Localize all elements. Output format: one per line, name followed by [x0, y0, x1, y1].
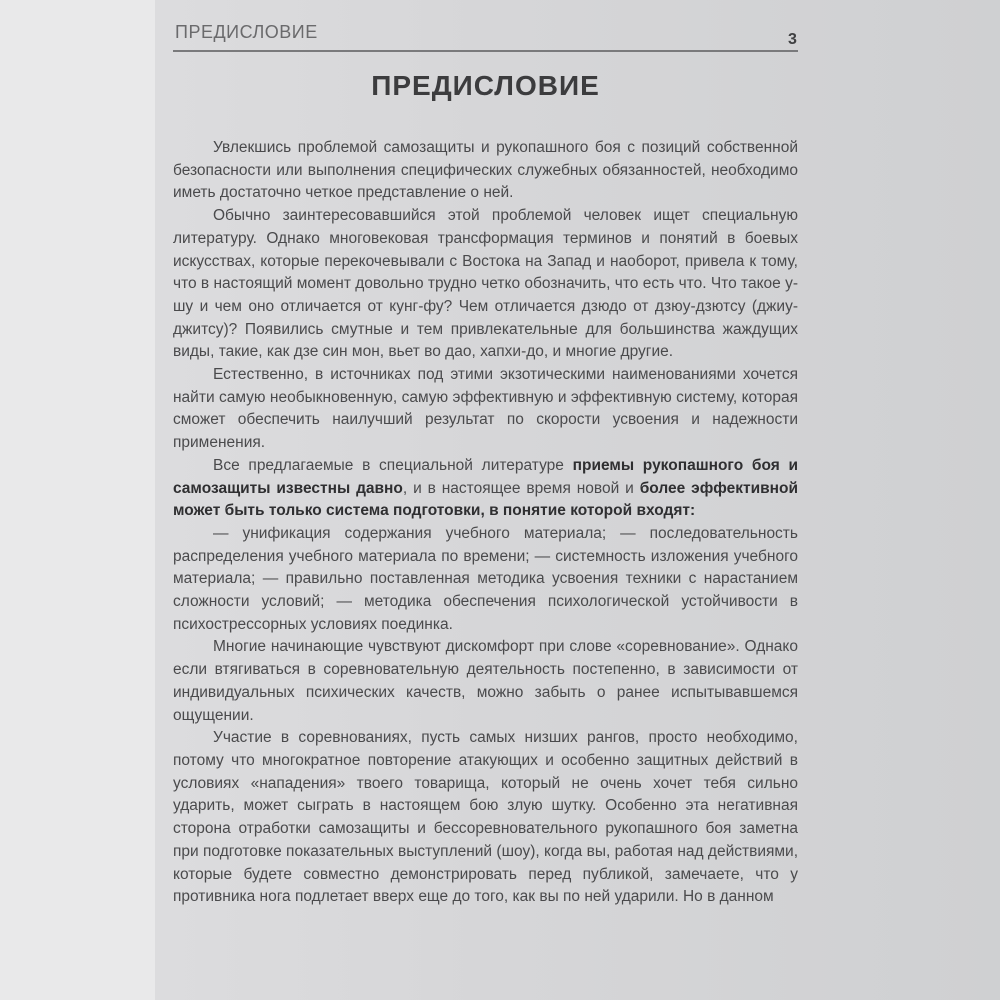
paragraph-2: Обычно заинтересовавшийся этой проблемой человек ищет специальную литературу. Однако многовековая трансформация терминов и понятий в боевых искусствах, которые перекочевывали с Востока на Запад и наоборот, привела к тому, что в настоящий момент довольно трудно четко обозначить, что есть что. Что такое у-шу и чем оно отличается от кунг-фу? Чем отличается дзюдо от дзюу-дзютсу (джиу-джитсу)? Появились смутные и тем привлекательные для большинства жаждущих виды, такие, как дзе син мон, вьет во дао, хапхи-до, и многие другие. — [173, 207, 798, 361]
paragraph-4-text-a: Все предлагаемые в специальной литературе — [213, 456, 573, 474]
paragraph-4 — [173, 455, 798, 523]
paragraph-3: Естественно, в источниках под этими экзотическими наименованиями хочется найти самую необыкновенную, самую эффективную и эффективную систему, которая сможет обеспечить наилучший результат по скорости усвоения и надежности применения. — [173, 366, 798, 452]
running-head — [175, 22, 795, 46]
paragraph-1: Увлекшись проблемой самозащиты и рукопашного боя с позиций собственной безопасности или выполнения специфических служебных обязанностей, необходимо иметь достаточно четкое представление о ней. — [173, 139, 798, 202]
page-number: 3 — [788, 31, 797, 48]
chapter-title: ПРЕДИСЛОВИЕ — [371, 70, 600, 101]
header-rule — [173, 50, 798, 52]
book-page — [155, 0, 1000, 1000]
paragraph-5: — унификация содержания учебного материала; — последовательность распределения учебного материала по времени; — системность изложения учебного материала; — правильно поставленная методика усвоения техники с нарастанием сложности условий; — методика обеспечения психологической устойчивости в психострессорных условиях поединка. — [173, 524, 798, 633]
paragraph-4-bold-a: приемы рукопашного боя и самозащиты известны давно — [173, 456, 798, 497]
paragraph-6: Многие начинающие чувствуют дискомфорт при слове «соревнование». Однако если втягиваться в соревновательную деятельность постепенно, в зависимости от индивидуальных психических качеств, можно забыть о ранее испытывавшемся ощущении. — [173, 638, 798, 724]
paragraph-4-text-b: , и в настоящее время новой и — [402, 479, 640, 497]
body-text — [173, 137, 798, 909]
running-head-title: ПРЕДИСЛОВИЕ — [175, 22, 318, 42]
paragraph-7: Участие в соревнованиях, пусть самых низших рангов, просто необходимо, потому что многократное повторение атакующих и особенно защитных действий в условиях «нападения» твоего товарища, который не очень хочет тебя сильно ударить, может сыграть в настоящем бою злую шутку. Особенно эта негативная сторона отработки самозащиты и бессоревновательного рукопашного боя заметна при подготовке показательных выступлений (шоу), когда вы, работая над действиями, которые будете совместно демонстрировать перед публикой, замечаете, что у противника нога подлетает вверх еще до того, как вы по ней ударили. Но в данном — [173, 729, 798, 906]
paragraph-4-bold-b: более эффективной может быть только система подготовки, в понятие которой входят: — [173, 479, 798, 520]
